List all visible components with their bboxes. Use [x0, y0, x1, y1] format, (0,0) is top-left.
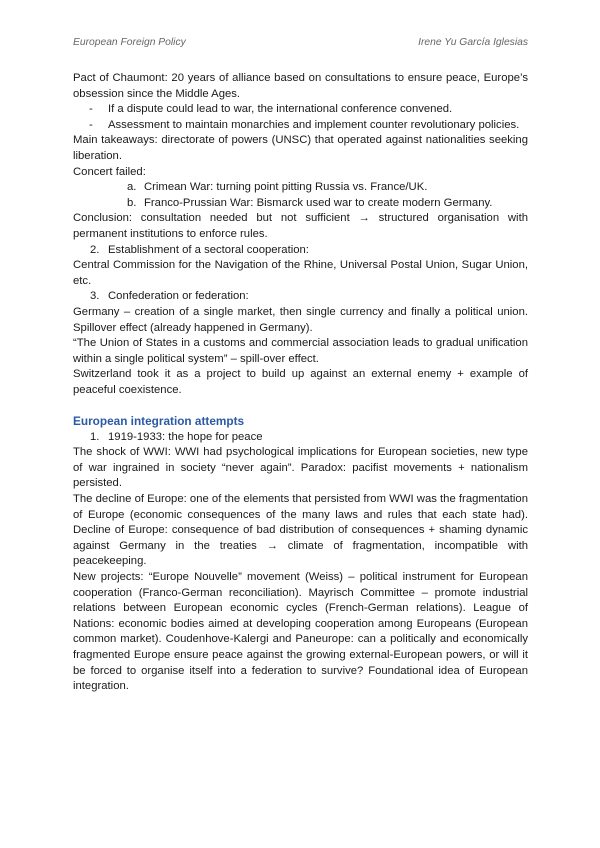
page-header [73, 37, 528, 51]
paragraph-concert-failed: Concert failed: [73, 165, 146, 178]
paragraph-new-projects: New projects: “Europe Nouvelle” movement (Weiss) – political instrument for European cooperation (Franco-German reconciliation). Mayrisch Committee – promote industrial relations between European economic cycles (French-German relations). League of Nations: economic bodies aimed at developing cooperation among Europeans (European common market). Coudenhove-Kalergi and Paneurope: can a politically and economically fragmented Europe ensure peace against the growing external-European powers, or will it be forced to organise itself into a federation to survive? Foundational idea of European integration. [73, 571, 528, 693]
list-item-text: Establishment of a sectoral cooperation: [108, 243, 309, 256]
paragraph-main-takeaways: Main takeaways: directorate of powers (UNSC) that operated against nationalities seeking liberation. [73, 134, 528, 162]
list-item [73, 243, 528, 259]
paragraph-decline-of-europe: The decline of Europe: one of the elements that persisted from WWI was the fragmentation of Europe (economic consequences of the many laws and rules that each state had). Decline of Europe: consequence of bad distribution of consequences + shaming dynamic against Germany in the treaties → climate of fragmentation, incompatible with peacekeeping. [73, 493, 528, 568]
bullet-marker: - [89, 118, 93, 131]
list-marker: a. [127, 181, 137, 194]
list-item-text: If a dispute could lead to war, the international conference convened. [108, 103, 453, 116]
spacer [73, 398, 528, 414]
list-item [73, 289, 528, 305]
list-marker: 1. [90, 430, 100, 443]
list-item [73, 102, 528, 118]
section-heading: European integration attempts [73, 414, 245, 429]
list-item [73, 196, 528, 212]
list-item [73, 430, 528, 446]
list-item-text: 1919-1933: the hope for peace [108, 430, 263, 443]
list-marker: b. [127, 196, 137, 209]
list-item-text: Crimean War: turning point pitting Russia vs. France/UK. [144, 181, 428, 194]
list-item-text: Franco-Prussian War: Bismarck used war to create modern Germany. [144, 196, 493, 209]
list-marker: 3. [90, 290, 100, 303]
list-item-text: Confederation or federation: [108, 290, 249, 303]
paragraph-conclusion: Conclusion: consultation needed but not sufficient → structured organisation with permanent institutions to enforce rules. [73, 212, 528, 240]
paragraph-shock-of-wwi: The shock of WWI: WWI had psychological implications for European societies, new type of war ingrained in society “never again”. Paradox: pacifist movements + nationalism persisted. [73, 446, 528, 490]
header-author-name: Irene Yu García Iglesias [418, 37, 528, 48]
document-body [73, 71, 528, 695]
header-course-title: European Foreign Policy [73, 37, 186, 48]
paragraph-switzerland: Switzerland took it as a project to build up against an external enemy + example of peaceful coexistence. [73, 368, 528, 396]
bullet-marker: - [89, 103, 93, 116]
list-item [73, 180, 528, 196]
paragraph-germany: Germany – creation of a single market, then single currency and finally a political union. Spillover effect (already happened in Germany). [73, 305, 528, 334]
paragraph-union-quote: “The Union of States in a customs and commercial association leads to gradual unification within a single political system” – spill-over effect. [73, 337, 528, 365]
list-marker: 2. [90, 243, 100, 256]
list-item-text: Assessment to maintain monarchies and implement counter revolutionary policies. [108, 118, 520, 131]
paragraph-pact-of-chaumont: Pact of Chaumont: 20 years of alliance based on consultations to ensure peace, Europe’s obsession since the Middle Ages. [73, 72, 528, 100]
list-item [73, 118, 528, 134]
paragraph-central-commission: Central Commission for the Navigation of the Rhine, Universal Postal Union, Sugar Union, etc. [73, 259, 528, 287]
